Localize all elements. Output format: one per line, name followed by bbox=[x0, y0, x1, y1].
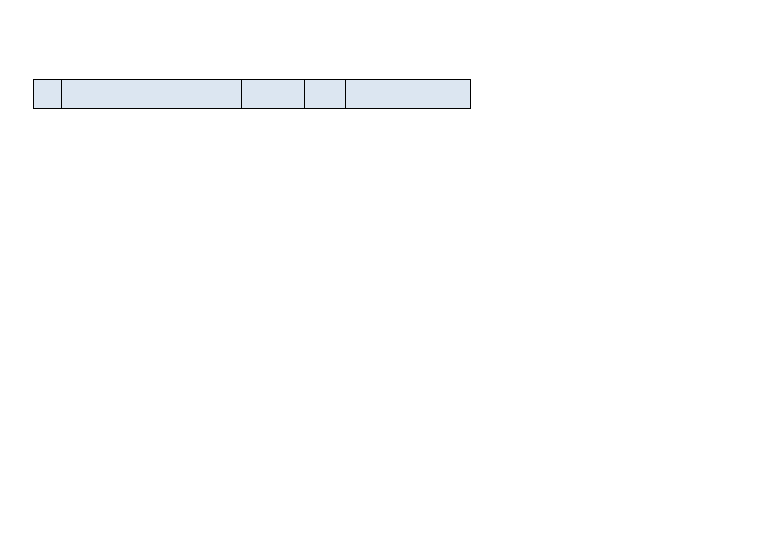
header-mata-kuliah bbox=[62, 80, 242, 108]
header-nama-mahasiswa bbox=[346, 80, 470, 108]
header-jumlah-mahasiswa bbox=[305, 80, 346, 108]
table-header bbox=[33, 79, 471, 109]
header-jumlah-pertemuan bbox=[242, 80, 305, 108]
header-no bbox=[34, 80, 62, 108]
